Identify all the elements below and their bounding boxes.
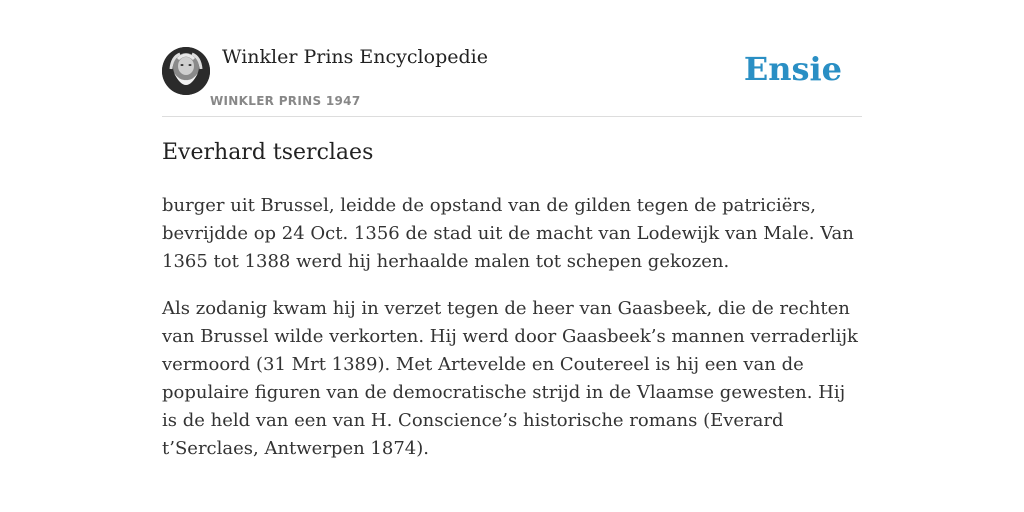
- source-avatar[interactable]: [162, 47, 210, 95]
- article-paragraph: Als zodanig kwam hij in verzet tegen de heer van Gaasbeek, die de rechten van Brussel wilde verkorten. Hij werd door Gaasbeek’s mannen verraderlijk vermoord (31 Mrt 1389). Met Artevelde en Coutereel is hij een van de populaire figuren van de democratische strijd in de Vlaamse gewesten. Hij is de held van een van H. Conscience’s historische romans (Everard t’Serclaes, Antwerpen 1874).: [162, 298, 858, 459]
- source-title-link[interactable]: Winkler Prins Encyclopedie: [222, 46, 488, 68]
- ensie-logo-link[interactable]: Ensie: [743, 50, 842, 88]
- source-header: [162, 0, 862, 117]
- article-title: Everhard tserclaes: [162, 140, 374, 165]
- article-paragraph: burger uit Brussel, leidde de opstand van de gilden tegen de patriciërs, bevrijdde op 24 Oct. 1356 de stad uit de macht van Lodewijk van Male. Van 1365 tot 1388 werd hij herhaalde malen tot schepen gekozen.: [162, 195, 854, 272]
- page-container: [162, 0, 862, 459]
- source-edition-label: WINKLER PRINS 1947: [210, 94, 361, 108]
- bearded-man-portrait-icon: [162, 47, 210, 95]
